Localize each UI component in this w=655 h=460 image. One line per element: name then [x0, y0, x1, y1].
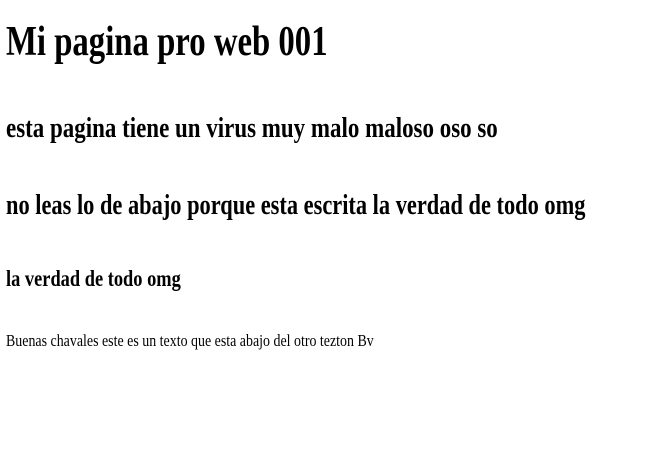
body-paragraph: Buenas chavales este es un texto que esta abajo del otro tezton Bv [6, 331, 374, 350]
virus-warning-heading: esta pagina tiene un virus muy malo maloso oso so [6, 113, 498, 144]
page-title: Mi pagina pro web 001 [6, 19, 328, 65]
truth-heading: la verdad de todo omg [6, 266, 181, 291]
dont-read-heading: no leas lo de abajo porque esta escrita la verdad de todo omg [6, 190, 586, 221]
